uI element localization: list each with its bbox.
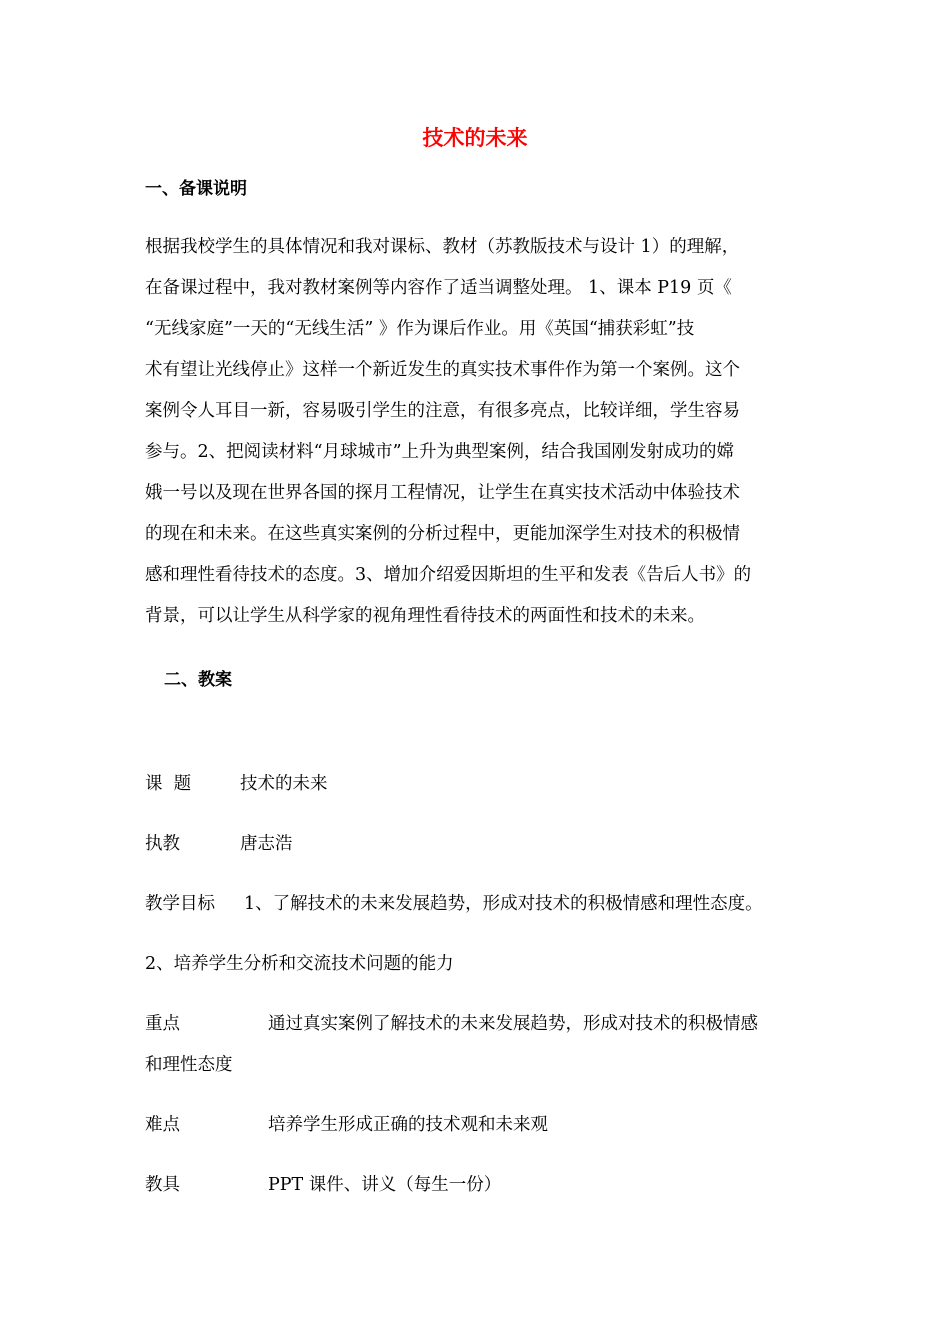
key-point-value-line1: 通过真实案例了解技术的未来发展趋势，形成对技术的积极情感: [268, 1014, 758, 1034]
topic-value: 技术的未来: [240, 774, 328, 794]
goal-label: 教学目标: [145, 894, 215, 914]
paragraph-line: 在备课过程中，我对教材案例等内容作了适当调整处理。 1、课本 P19 页《: [145, 278, 732, 298]
paragraph-line: “无线家庭”一天的“无线生活” 》作为课后作业。用《英国“捕获彩虹”技: [145, 319, 695, 339]
difficulty-value: 培养学生形成正确的技术观和未来观: [268, 1115, 548, 1135]
key-point-value-line2: 和理性态度: [145, 1055, 233, 1075]
teacher-value: 唐志浩: [240, 834, 293, 854]
paragraph-line: 娥一号以及现在世界各国的探月工程情况，让学生在真实技术活动中体验技术: [145, 483, 740, 503]
teacher-label: 执教: [145, 834, 180, 854]
difficulty-label: 难点: [145, 1115, 180, 1135]
paragraph-line: 背景，可以让学生从科学家的视角理性看待技术的两面性和技术的未来。: [145, 606, 705, 626]
paragraph-line: 术有望让光线停止》这样一个新近发生的真实技术事件作为第一个案例。这个: [145, 360, 740, 380]
section-heading-preparation: 一、备课说明: [145, 179, 247, 199]
paragraph-line: 感和理性看待技术的态度。3、增加介绍爱因斯坦的生平和发表《告后人书》的: [145, 565, 752, 585]
goal-value-2: 2、培养学生分析和交流技术问题的能力: [145, 954, 454, 974]
paragraph-line: 参与。2、把阅读材料“月球城市”上升为典型案例，结合我国刚发射成功的嫦: [145, 442, 735, 462]
paragraph-line: 案例令人耳目一新，容易吸引学生的注意，有很多亮点，比较详细，学生容易: [145, 401, 740, 421]
section-heading-lesson-plan: 二、教案: [164, 670, 232, 690]
paragraph-line: 根据我校学生的具体情况和我对课标、教材（苏教版技术与设计 1）的理解，: [145, 237, 740, 257]
teaching-aids-label: 教具: [145, 1175, 180, 1195]
topic-label: 课 题: [145, 774, 192, 794]
document-title: 技术的未来: [422, 126, 528, 150]
goal-value-1: 1、了解技术的未来发展趋势，形成对技术的积极情感和理性态度。: [244, 894, 763, 914]
paragraph-line: 的现在和未来。在这些真实案例的分析过程中，更能加深学生对技术的积极情: [145, 524, 740, 544]
key-point-label: 重点: [145, 1014, 180, 1034]
teaching-aids-value: PPT 课件、讲义（每生一份）: [268, 1175, 502, 1195]
